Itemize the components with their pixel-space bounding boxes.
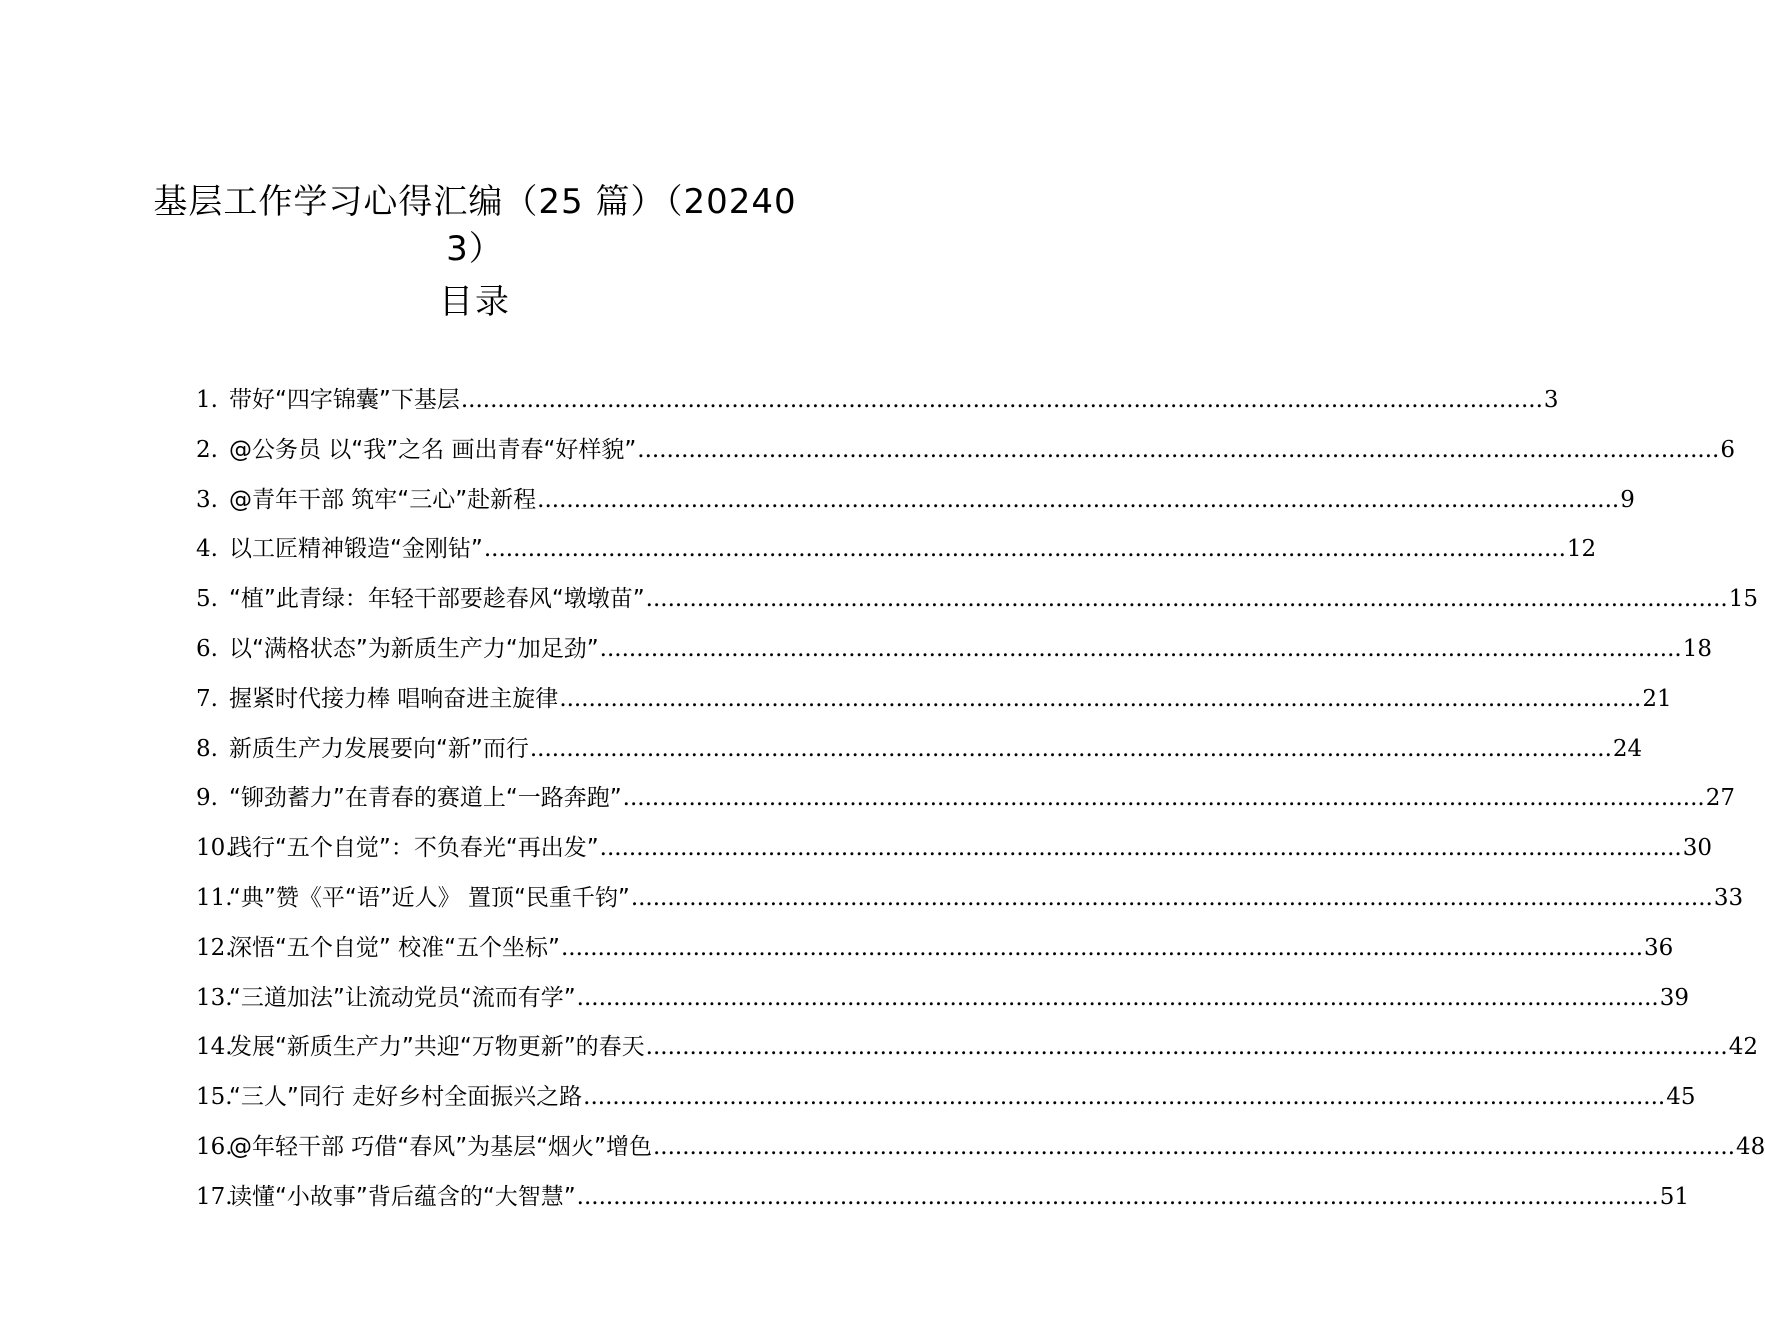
toc-entry-leader-dots — [577, 974, 1659, 1024]
toc-entry-title: 以“满格状态”为新质生产力“加足劲” — [229, 635, 599, 662]
toc-entry[interactable] — [196, 824, 1712, 874]
toc-entry[interactable] — [196, 1073, 1696, 1123]
toc-entry-leader-dots — [600, 824, 1682, 874]
toc-entry-page-number: 42 — [1728, 1034, 1758, 1061]
toc-entry-number: 6. — [196, 635, 218, 662]
toc-entry-title: 新质生产力发展要向“新”而行 — [229, 735, 529, 762]
toc-entry-title: “三道加法”让流动党员“流而有学” — [229, 984, 576, 1011]
toc-entry-title: @年轻干部 巧借“春风”为基层“烟火”增色 — [229, 1133, 652, 1160]
toc-entry-leader-dots — [653, 1123, 1735, 1173]
toc-entry-leader-dots — [583, 1073, 1665, 1123]
toc-entry-number: 13. — [196, 984, 233, 1011]
toc-entry[interactable] — [196, 725, 1643, 775]
toc-entry-page-number: 27 — [1705, 785, 1735, 812]
toc-entry[interactable] — [196, 376, 1559, 426]
toc-entry-page-number: 6 — [1720, 436, 1735, 463]
toc-entry-leader-dots — [631, 874, 1713, 924]
toc-entry-title: 带好“四字锦囊”下基层 — [229, 387, 460, 413]
toc-entry-number: 2. — [196, 436, 218, 463]
toc-entry-title: 深悟“五个自觉” 校准“五个坐标” — [229, 934, 560, 961]
toc-entry-title: 以工匠精神锻造“金刚钻” — [229, 536, 483, 563]
toc-entry-page-number: 18 — [1682, 635, 1712, 662]
toc-entry[interactable] — [196, 874, 1744, 924]
toc-entry-leader-dots — [623, 774, 1705, 824]
toc-entry-leader-dots — [561, 924, 1643, 974]
toc-entry-page-number: 15 — [1728, 586, 1758, 613]
toc-entry[interactable] — [196, 525, 1597, 575]
toc-entry-number: 10. — [196, 835, 233, 862]
toc-entry-title: @青年干部 筑牢“三心”赴新程 — [229, 486, 537, 513]
toc-entry-number: 17. — [196, 1183, 233, 1210]
toc-entry-page-number: 33 — [1713, 884, 1744, 911]
toc-entry-page-number: 30 — [1682, 835, 1712, 862]
toc-entry-number: 8. — [196, 735, 218, 762]
toc-entry-leader-dots — [577, 1173, 1659, 1223]
toc-entry-number: 7. — [196, 685, 218, 712]
toc-entry[interactable] — [196, 924, 1674, 974]
toc-entry[interactable] — [196, 774, 1735, 824]
toc-entry[interactable] — [196, 1123, 1765, 1173]
toc-entry[interactable] — [196, 1173, 1689, 1223]
toc-entry-title: 读懂“小故事”背后蕴含的“大智慧” — [229, 1183, 576, 1210]
toc-entry[interactable] — [196, 426, 1735, 476]
toc-entry-number: 9. — [196, 785, 218, 812]
toc-entry-leader-dots — [484, 525, 1566, 575]
toc-entry-page-number: 3 — [1543, 387, 1559, 413]
toc-entry[interactable] — [196, 476, 1635, 526]
toc-entry-title: “铆劲蓄力”在青春的赛道上“一路奔跑” — [229, 785, 622, 812]
document-title-line-1: 基层工作学习心得汇编（25 篇）（20240 — [153, 182, 797, 222]
toc-entry[interactable] — [196, 625, 1712, 675]
toc-entry-title: “三人”同行 走好乡村全面振兴之路 — [229, 1084, 583, 1111]
toc-entry[interactable] — [196, 675, 1672, 725]
toc-entry-number: 5. — [196, 586, 218, 613]
toc-entry-number: 3. — [196, 486, 218, 513]
toc-entry-number: 4. — [196, 536, 218, 563]
toc-entry[interactable] — [196, 1023, 1758, 1073]
toc-entry-number: 12. — [196, 934, 233, 961]
toc-entry-title: @公务员 以“我”之名 画出青春“好样貌” — [229, 436, 637, 463]
toc-entry-title: “植”此青绿：年轻干部要趁春风“墩墩苗” — [229, 586, 645, 613]
toc-entry-title: 践行“五个自觉”：不负春光“再出发” — [229, 835, 599, 862]
toc-entry-page-number: 39 — [1659, 984, 1689, 1011]
toc-entry-leader-dots — [646, 1023, 1728, 1073]
toc-entry-title: “典”赞《平“语”近人》 置顶“民重千钧” — [229, 884, 630, 911]
toc-entry-page-number: 12 — [1566, 536, 1597, 563]
toc-entry-page-number: 36 — [1644, 934, 1674, 961]
toc-entry[interactable] — [196, 575, 1758, 625]
toc-entry-number: 11. — [196, 884, 233, 911]
toc-entry-number: 14. — [196, 1034, 233, 1061]
table-of-contents — [196, 376, 1765, 1223]
toc-entry-number: 16. — [196, 1133, 233, 1160]
toc-entry-page-number: 45 — [1666, 1084, 1696, 1111]
toc-entry-number: 15. — [196, 1084, 233, 1111]
document-title-line-2: 3） — [446, 229, 504, 269]
toc-entry-title: 握紧时代接力棒 唱响奋进主旋律 — [229, 685, 559, 712]
toc-entry-leader-dots — [537, 476, 1619, 526]
toc-entry-page-number: 24 — [1612, 735, 1643, 762]
toc-entry-page-number: 48 — [1736, 1133, 1765, 1160]
toc-entry-page-number: 51 — [1659, 1183, 1689, 1210]
toc-heading: 目录 — [439, 282, 511, 322]
toc-entry-title: 发展“新质生产力”共迎“万物更新”的春天 — [229, 1034, 645, 1061]
toc-entry[interactable] — [196, 974, 1689, 1024]
toc-entry-leader-dots — [600, 625, 1682, 675]
toc-entry-page-number: 9 — [1620, 486, 1635, 513]
toc-entry-leader-dots — [461, 376, 1543, 426]
toc-entry-page-number: 21 — [1642, 685, 1672, 712]
toc-entry-leader-dots — [637, 426, 1719, 476]
toc-entry-leader-dots — [530, 725, 1612, 775]
toc-entry-leader-dots — [559, 675, 1641, 725]
toc-entry-leader-dots — [646, 575, 1728, 625]
toc-entry-number: 1. — [196, 387, 218, 413]
